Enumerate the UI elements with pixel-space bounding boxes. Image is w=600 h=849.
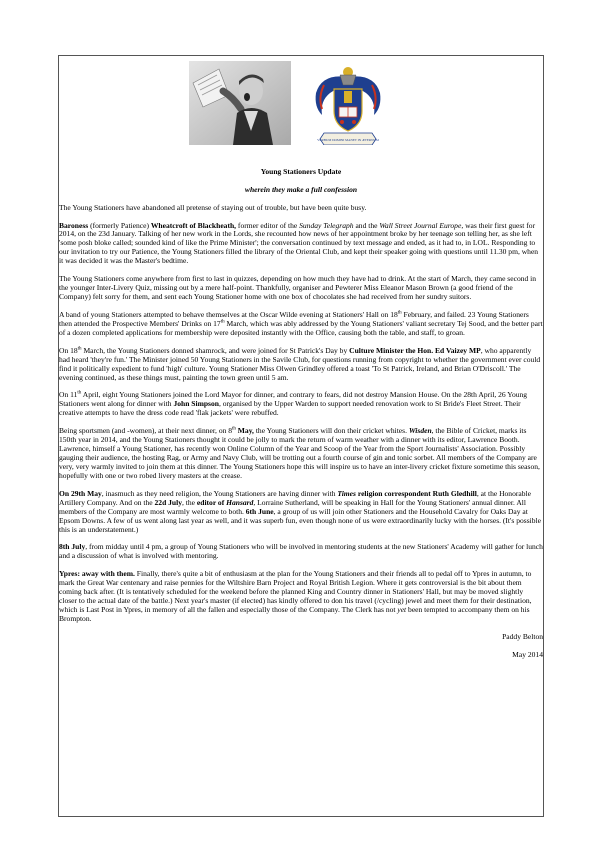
text-run: On 29th May	[59, 488, 102, 498]
text-run: former editor of the	[236, 220, 300, 230]
text-run: , the	[182, 497, 197, 507]
paragraph-baroness	[59, 222, 543, 267]
text-run: th	[220, 319, 225, 325]
text-run: Sunday Telegraph	[299, 220, 354, 230]
text-run: , was their first guest for 2014, on the 23d January. Talking of her new work in the Lords, she recounted how news of her appointment broke by her teenage son telling her, as she left 'some posh bloke called; sounded kind of like the Prime Minister'; the conversation continued by text message and ended, as it had to, in LOL. Responding to our invitation to try our Patience, the Young Stationers filled the library of the Oriental Club, and kept their speaker going with questions until 11.30 pm, when it was decided it was the Master's bedtime.	[59, 220, 539, 266]
text-run: March, which was ably addressed by the Young Stationers' valiant secretary Tej Sood, and the better part of a dozen completed applications for membership were deposited instantly with the Office, causing both the table, and staff, to groan.	[59, 318, 543, 337]
text-run: th	[77, 346, 82, 352]
text-run: and the	[353, 220, 380, 230]
signature-name: Paddy Belton	[502, 631, 543, 641]
paragraph-oscar-wilde	[59, 311, 543, 338]
text-run: Wisden	[408, 426, 432, 436]
paragraph-intro: The Young Stationers have abandoned all pretense of staying out of trouble, but have been quite busy.	[59, 202, 367, 212]
text-run: , a group of us will join other Stationers and the Household Cavalry for Oaks Day at Epsom Downs. A few of us went along last year as well, and it was superb fun, even though none of us were extraordinarily lucky with the horses. (It's possible this is an understatement.)	[59, 506, 541, 534]
text-run: , inasmuch as they need religion, the Young Stationers are having dinner with	[101, 488, 338, 498]
text-run: Wall Street Journal Europe	[379, 220, 462, 230]
text-run: yet	[397, 605, 407, 615]
text-run: May,	[235, 426, 254, 436]
text-run: (formerly Patience)	[88, 220, 151, 230]
article	[59, 168, 543, 669]
text-run: , at the Honorable Artillery Company. And on the	[59, 488, 531, 507]
paragraph-quizzes	[59, 275, 543, 302]
text-run: Culture Minister the Hon. Ed Vaizey MP	[349, 345, 481, 355]
text-run: February, and failed. 23 Young Stationers then attended the Prospective Members' Drinks on 17	[59, 309, 529, 328]
text-run: Wheatcroft of Blackheath,	[150, 220, 237, 230]
text-run: 6th June	[245, 506, 274, 516]
text-run: the Young Stationers will don their cricket whites.	[253, 426, 409, 436]
text-run: editor of	[196, 497, 227, 507]
text-run: been tempted to accompany them on his Brompton.	[59, 605, 530, 623]
text-run: The Young Stationers come anywhere from first to last in quizzes, depending on how much they have had to drink. At the start of March, they came second in the younger Inter-Livery Quiz, missing out by a mere half-point. Thankfully, organiser and Pewterer Miss Eleanor Mason Brown (a good friend of the Company) felt sorry for them, and sent each Young Stationer home with one box of chocolates she had received from her sundry suitors.	[59, 274, 537, 302]
text-run: Baroness	[59, 220, 89, 230]
text-run: th	[77, 390, 82, 396]
text-run: Hansard	[226, 497, 254, 507]
text-run: On 11	[59, 390, 78, 400]
crest-illustration	[310, 63, 386, 145]
text-run: Ypres: away with them.	[59, 569, 135, 579]
newsboy-photo	[189, 61, 291, 145]
text-run: , from midday until 4 pm, a group of Young Stationers who will be involved in mentoring students at the new Stationers' Academy will gather for lunch and a discussion of what is involved with mentoring.	[59, 542, 543, 561]
text-run: religion correspondent Ruth Gledhill	[355, 488, 477, 498]
paragraph-wisden	[59, 427, 543, 481]
text-run: Finally, there's quite a bit of enthusiasm at the plan for the Young Stationers and their friends all to pedal off to Ypres in autumn, to mark the Great War centenary and raise pennies for the Wiltshire Barn Project and Royal British Legion. Where it gets controversial is the bit about them coming back after. (It is tentatively scheduled for the weekend before the planned King and Country dinner in Stationers' Hall, but may be moved slightly closer to the actual date of the battle.) Next year's master (if elected) has kindly offered to don his travel (/cycling) jewel and meet them for their destination, which is Last Post in Ypres, in memory of all the fallen and especially those of the Company. The Clerk has not	[59, 569, 532, 615]
text-run: 8th July	[59, 542, 86, 552]
text-run: , the Bible of Cricket, marks its 150th year in 2014, and the Young Stationers thought it could be jolly to mark the return of warm weather with a dinner with its editor, Lawrence Booth. Lawrence, himself a Young Stationer, has recently won Online Column of the Year and Scoop of the Year from the Sport Journalists' Association. Possibly gauging their audience, the hosting Rag, or Army and Navy Club, will be trotting out a fourth course of gin and tonic sorbet. All members of the Company are very, very warmly invited to join them at this dinner. The Young Stationers hope this will inspire us to have an inter-livery cricket fixture sometime this season, hopefully with one or two robed livery masters at the crease.	[59, 426, 540, 480]
svg-text:VERBUM DOMINI MANET IN ÆTERNUM: VERBUM DOMINI MANET IN ÆTERNUM	[317, 138, 379, 143]
paragraph-religion	[59, 490, 543, 535]
text-run: A band of young Stationers attempted to behave themselves at the Oscar Wilde evening at Stationers' Hall on 18	[59, 309, 398, 319]
newsboy-illustration	[189, 61, 291, 145]
paragraph-ypres	[59, 570, 543, 624]
text-run: 22d July	[154, 497, 182, 507]
text-run: John Simpson	[173, 399, 219, 409]
text-run: On 18	[59, 345, 78, 355]
text-run: March, the Young Stationers donned shamrock, and were joined for St Patrick's Day by	[81, 345, 350, 355]
text-run: , Lorraine Sutherland, will be speaking in Hall for the Young Stationers' annual dinner. All members of the Company are most warmly welcome to both.	[59, 497, 526, 516]
signature-date: May 2014	[512, 649, 543, 659]
paragraph-lord-mayor	[59, 391, 543, 418]
text-run: th	[232, 426, 236, 432]
text-run: Being sportsmen (and -women), at their next dinner, on 8	[59, 426, 233, 436]
paragraph-mentoring	[59, 543, 543, 561]
article-title: Young Stationers Update	[260, 167, 342, 176]
text-run: , organised by the Upper Warden to support needed renovation work to St Bride's Fleet Street. Their creative attempts to have the dress code read 'flak jackets' were rebuffed.	[59, 399, 521, 418]
article-subtitle: wherein they make a full confession	[244, 184, 358, 194]
text-run: April, eight Young Stationers joined the Lord Mayor for dinner, and contrary to fears, did not destroy Mansion House. On the 28th April, 26 Young Stationers went along for dinner with	[59, 390, 528, 409]
text-run: th	[397, 310, 402, 316]
text-run: Times	[337, 488, 356, 498]
paragraph-st-patrick	[59, 347, 543, 383]
stationers-crest-logo	[310, 63, 386, 145]
text-run: , who apparently had heard 'they're fun.' The Minister joined 50 Young Stationers in the Savile Club, for questions running from copyright to whether the government ever could find it politically expedient to fund 'high' culture. Young Stationer Miss Olwen Grindley offered a toast 'To St Patrick, Ireland, and Brian O'Driscoll.' The evening continued, as these things must, painting the town green until 5 am.	[59, 345, 541, 382]
